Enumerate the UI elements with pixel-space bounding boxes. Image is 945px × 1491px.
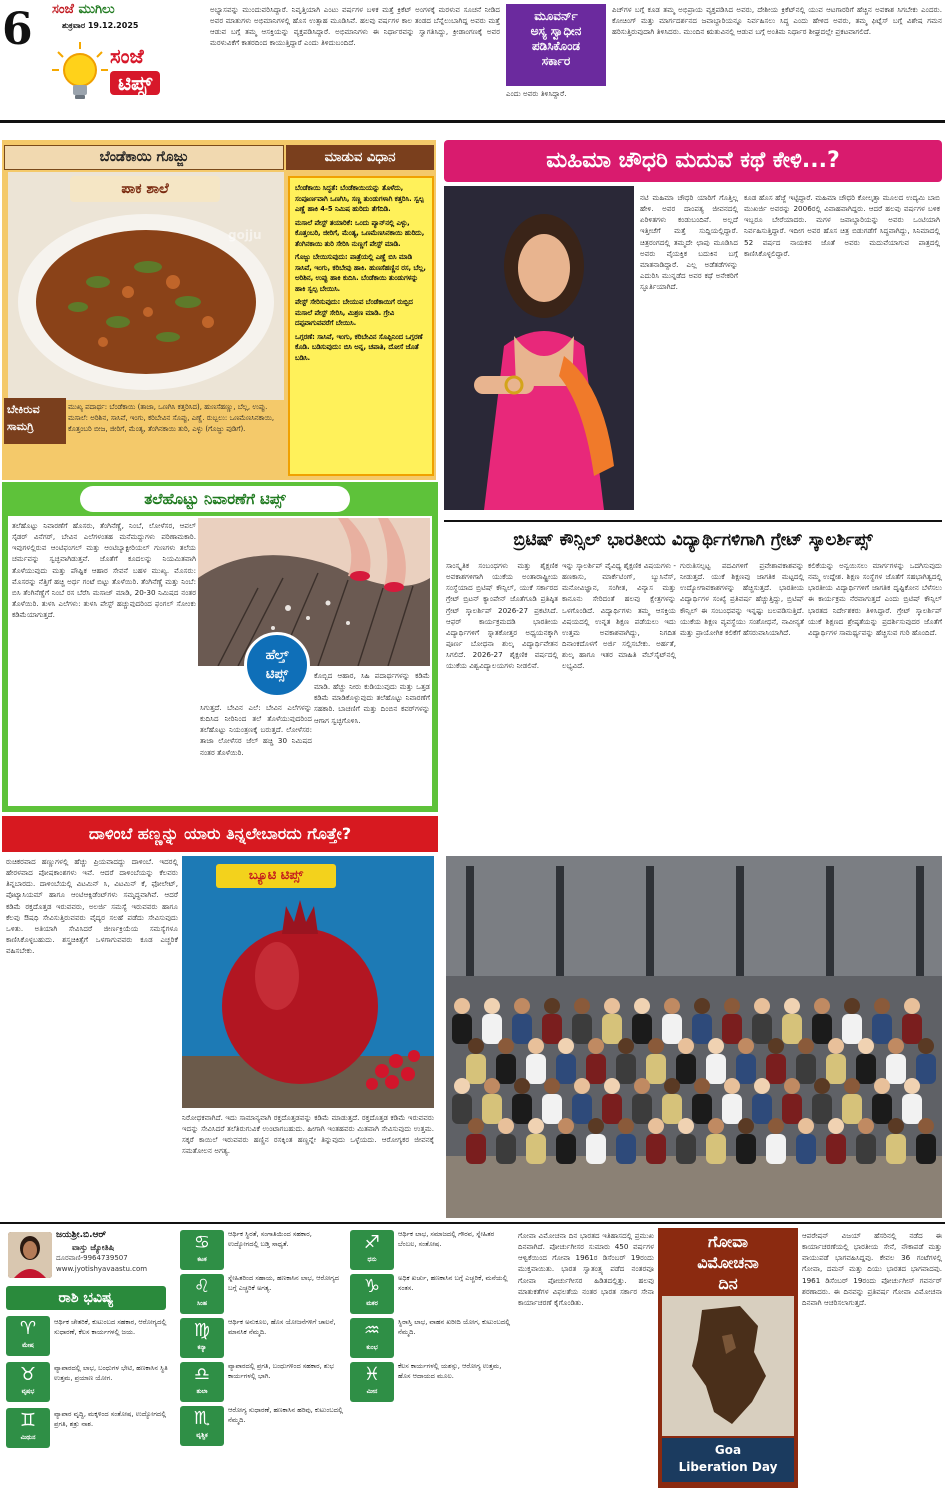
- crowd-person-head: [784, 998, 800, 1014]
- crowd-person-body: [766, 1054, 786, 1084]
- crowd-person-body: [586, 1134, 606, 1164]
- sign-name: ಮೀನ: [366, 1388, 378, 1395]
- goa-caption: [662, 1438, 794, 1482]
- scholarship-column-2: ಇನ್ನು ಸ್ಕಾಲರ್ಶಿಪ್ ವೈವಿಧ್ಯ ಶೈಕ್ಷಣಿಕ ವಿಷಯಗಳು - ಹಣಕಾಸು, ಮಾರ್ಕೆಟಿಂಗ್, ಬ್ಯುಸಿನೆಸ್, ಮನೋವಿಜ್ಞಾನ, ಸಂಗೀತ, ವಿನ್ಯಾಸ ಮತ್ತು ಕಾನೂನು ಸೇರಿದಂತೆ ಹಲವು ಕ್ಷೇತ್ರಗಳನ್ನು ಒಳಗೊಂಡಿದೆ. ವಿದ್ಯಾರ್ಥಿಗಳು ತಮ್ಮ ಆಸಕ್ತಿಯ ವಿಷಯದಲ್ಲಿ ಉನ್ನತ ಶಿಕ್ಷಣ ಪಡೆಯಲು ಇದು ಉತ್ತಮ ಅವಕಾಶವಾಗಿದ್ದು, ನಿಗದಿತ ದಿನಾಂಕದೊಳಗೆ ಅರ್ಜಿ ಸಲ್ಲಿಸಬೇಕು. ಅರ್ಹತೆ, ಶುಲ್ಕ ಹಾಗೂ ಇತರ ಮಾಹಿತಿ ವೆಬ್‌ಸೈಟ್‌ನಲ್ಲಿ ಲಭ್ಯವಿದೆ.: [562, 561, 676, 671]
- crowd-person-head: [858, 1038, 874, 1054]
- mahima-headline: ಮಹಿಮಾ ಚೌಧರಿ ಮದುವೆ ಕಥೆ ಕೇಳಿ...?: [444, 140, 942, 182]
- sign-glyph: ♊: [19, 1410, 37, 1431]
- sign-mithuna-text: ವ್ಯಾಪಾರ ವೃದ್ಧಿ, ಮಕ್ಕಳಿಂದ ಸಂತೋಷ, ಉದ್ಯೋಗದಲ್ಲಿ ಪ್ರಗತಿ, ಶತ್ರು ನಾಶ.: [54, 1410, 167, 1428]
- crowd-person-body: [796, 1054, 816, 1084]
- sign-name: ಮಿಥುನ: [20, 1434, 36, 1441]
- sign-glyph: ♍: [193, 1320, 211, 1341]
- sign-glyph: ♑: [363, 1276, 381, 1297]
- crowd-person-head: [738, 1038, 754, 1054]
- brand-part-a: ಸಂಜೆ: [52, 2, 74, 17]
- crowd-person-head: [634, 1078, 650, 1094]
- beauty-tips-tag: ಬ್ಯೂಟಿ ಟಿಪ್ಸ್: [216, 864, 336, 888]
- crowd-person-body: [706, 1134, 726, 1164]
- crowd-person-head: [768, 1038, 784, 1054]
- sign-name: ಕುಂಭ: [366, 1344, 378, 1351]
- crowd-person-body: [676, 1054, 696, 1084]
- crowd-person-head: [784, 1078, 800, 1094]
- crowd-person-body: [902, 1014, 922, 1044]
- crowd-person-head: [888, 1038, 904, 1054]
- masthead-brand: [52, 2, 202, 20]
- crowd-person-body: [736, 1134, 756, 1164]
- promo-line-4: ಸರ್ಕಾರ: [541, 54, 571, 68]
- ingredients-label-line2: ಸಾಮಗ್ರಿ: [7, 419, 34, 433]
- crowd-person-body: [542, 1094, 562, 1124]
- scholarship-column-3: ಗುರುತಿಸಲ್ಪಟ್ಟ ಪದವಿಗಳಿಗೆ ಪ್ರವೇಶಾವಕಾಶವನ್ನು ನೀಡುತ್ತದೆ. ಯುಕೆ ಶಿಕ್ಷಣವು ಜಾಗತಿಕ ಮಟ್ಟದಲ್ಲಿ ಉದ್ಯೋಗಾವಕಾಶಗಳನ್ನು ಹೆಚ್ಚಿಸುತ್ತದೆ. ಭಾರತೀಯ ವಿದ್ಯಾರ್ಥಿಗಳ ಸಂಖ್ಯೆ ಪ್ರತಿವರ್ಷ ಹೆಚ್ಚುತ್ತಿದ್ದು, ಬ್ರಿಟಿಷ್ ಕೌನ್ಸಿಲ್ ಈ ಸಂಬಂಧವನ್ನು ಇನ್ನಷ್ಟು ಬಲಪಡಿಸುತ್ತಿದೆ. ಯುಕೆಯ ಶಿಕ್ಷಣ ವ್ಯವಸ್ಥೆಯು ಸಂಶೋಧನೆ, ನಾವೀನ್ಯತೆ ಮತ್ತು ಪ್ರಾಯೋಗಿಕ ಕಲಿಕೆಗೆ ಹೆಸರುವಾಸಿಯಾಗಿದೆ.: [680, 561, 804, 637]
- astrologer-phone: ದೂರವಾಣಿ-9964739507: [56, 1254, 128, 1262]
- sign-kataka-icon: [180, 1230, 224, 1270]
- sign-name: ಮೇಷ: [22, 1342, 34, 1349]
- crowd-person-head: [814, 1078, 830, 1094]
- recipe-title: ಬೆಂಡೆಕಾಯಿ ಗೊಜ್ಜು: [4, 145, 284, 170]
- crowd-person-body: [706, 1054, 726, 1084]
- crowd-person-head: [514, 998, 530, 1014]
- crowd-person-head: [694, 1078, 710, 1094]
- goa-column-2: ಆಪರೇಷನ್ ವಿಜಯ್ ಹೆಸರಿನಲ್ಲಿ ನಡೆದ ಈ ಕಾರ್ಯಾಚರಣೆಯಲ್ಲಿ ಭಾರತೀಯ ಸೇನೆ, ನೌಕಾಪಡೆ ಮತ್ತು ವಾಯುಪಡೆ ಭಾಗವಹಿಸಿದ್ದವು. ಕೇವಲ 36 ಗಂಟೆಗಳಲ್ಲಿ ಗೋವಾ, ದಮನ್ ಮತ್ತು ದಿಯು ಭಾರತದ ಭಾಗವಾದವು. 1961 ಡಿಸೆಂಬರ್ 19ರಂದು ಪೋರ್ಚುಗೀಸ್ ಗವರ್ನರ್ ಶರಣಾದರು. ಈ ದಿನವನ್ನು ಪ್ರತಿವರ್ಷ ಗೋವಾ ವಿಮೋಚನಾ ದಿನವಾಗಿ ಆಚರಿಸಲಾಗುತ್ತದೆ.: [802, 1231, 942, 1307]
- crowd-person-head: [828, 1038, 844, 1054]
- crowd-person-head: [798, 1038, 814, 1054]
- crowd-person-body: [496, 1054, 516, 1084]
- hair-tips-headline: ತಲೆಹೊಟ್ಟು ನಿವಾರಣೆಗೆ ಟಿಪ್ಸ್: [80, 486, 350, 512]
- crowd-person-body: [556, 1134, 576, 1164]
- crowd-person-body: [766, 1134, 786, 1164]
- crowd-person-body: [452, 1014, 472, 1044]
- sign-glyph: ♌: [193, 1276, 211, 1297]
- crowd-person-head: [558, 1038, 574, 1054]
- sign-kumbha-icon: [350, 1318, 394, 1358]
- recipe-photo-caption: ಪಾಕ ಶಾಲೆ: [70, 176, 220, 202]
- sign-name: ವೃಶ್ಚಿಕ: [196, 1432, 208, 1439]
- crowd-person-body: [542, 1014, 562, 1044]
- crowd-person-body: [632, 1094, 652, 1124]
- crowd-person-body: [856, 1054, 876, 1084]
- recipe-step: ಒಗ್ಗರಣೆ: ಸಾಸಿವೆ, ಇಂಗು, ಕರಿಬೇವಿನ ಸೊಪ್ಪಿನಿಂದ ಒಗ್ಗರಣೆ ಕೊಡಿ. ಬಡಿಸುವುದು: ಬಿಸಿ ಅನ್ನ, ಚಪಾತಿ, ದೋಸೆ ಜೊತೆ ಬಡಿಸಿ.: [295, 332, 423, 362]
- recipe-method-label: ಮಾಡುವ ವಿಧಾನ: [286, 145, 434, 170]
- crowd-person-body: [916, 1054, 936, 1084]
- sign-mithuna-icon: [6, 1408, 50, 1448]
- crowd-person-head: [874, 998, 890, 1014]
- crowd-person-body: [856, 1134, 876, 1164]
- crowd-person-head: [468, 1038, 484, 1054]
- crowd-person-body: [646, 1054, 666, 1084]
- pomegranate-column-1: ರುಚಿಕರವಾದ ಹಣ್ಣುಗಳಲ್ಲಿ ಹೆಚ್ಚು ಪ್ರಿಯವಾದದ್ದು ದಾಳಿಂಬೆ. ಇದರಲ್ಲಿ ಹೇರಳವಾದ ಪೋಷಕಾಂಶಗಳು ಇವೆ. ಆದರೆ ದಾಳಿಂಬೆಯನ್ನು ಕೆಲವರು ತಿನ್ನಬಾರದು. ದಾಳಿಂಬೆಯಲ್ಲಿ ವಿಟಮಿನ್ ಸಿ, ವಿಟಮಿನ್ ಕೆ, ಫೋಲೇಟ್, ಪೊಟ್ಯಾಸಿಯಮ್ ಹಾಗೂ ಆಂಟಿಆಕ್ಸಿಡೆಂಟ್‌ಗಳು ಸಮೃದ್ಧವಾಗಿವೆ. ಆದರೆ ಕಡಿಮೆ ರಕ್ತದೊತ್ತಡ ಇರುವವರು, ಅಲರ್ಜಿ ಸಮಸ್ಯೆ ಇರುವವರು ಹಾಗೂ ಕೆಲವು ಔಷಧಿ ಸೇವಿಸುತ್ತಿರುವವರು ವೈದ್ಯರ ಸಲಹೆ ಪಡೆದು ಸೇವಿಸುವುದು ಒಳಿತು. ಅತಿಯಾಗಿ ಸೇವಿಸಿದರೆ ಜೀರ್ಣಕ್ರಿಯೆಯ ಸಮಸ್ಯೆಗಳೂ ಕಾಣಿಸಿಕೊಳ್ಳಬಹುದು. ಶಸ್ತ್ರಚಿಕಿತ್ಸೆಗೆ ಒಳಗಾಗುವವರು ಕೂಡ ಎಚ್ಚರಿಕೆ ವಹಿಸಬೇಕು.: [6, 857, 178, 956]
- sign-name: ಕಟಕ: [197, 1256, 207, 1263]
- crowd-person-head: [528, 1118, 544, 1134]
- crowd-person-body: [526, 1134, 546, 1164]
- crowd-person-body: [902, 1094, 922, 1124]
- sign-simha-icon: [180, 1274, 224, 1314]
- crowd-person-head: [798, 1118, 814, 1134]
- sign-kanya-text: ಆರ್ಥಿಕ ಅನುಕೂಲ, ಹೊಸ ಯೋಜನೆಗಳಿಗೆ ಚಾಲನೆ, ಮಾನಸಿಕ ನೆಮ್ಮದಿ.: [228, 1318, 336, 1336]
- recipe-step: ಪೇಸ್ಟ್ ಸೇರಿಸುವುದು: ಬೇಯುವ ಬೆಂಡೆಕಾಯಿಗೆ ರುಬ್ಬಿದ ಮಸಾಲೆ ಪೇಸ್ಟ್ ಸೇರಿಸಿ, ಮಿಶ್ರಣ ಮಾಡಿ. ಗ್ರೇವಿ ದಪ್ಪವಾಗುವವರೆಗೆ ಬೇಯಿಸಿ.: [295, 298, 413, 328]
- crowd-person-head: [484, 998, 500, 1014]
- sign-glyph: ♉: [19, 1364, 37, 1385]
- crowd-person-body: [602, 1014, 622, 1044]
- health-tips-badge: [244, 632, 310, 698]
- promo-box[interactable]: [506, 4, 606, 86]
- goa-map-image: [662, 1296, 794, 1436]
- crowd-person-body: [662, 1094, 682, 1124]
- top-story-column-1: ಅಭ್ಯಾಸವನ್ನು ಮುಂದುವರಿಸಿದ್ದಾರೆ. ನಿವೃತ್ತಿಯಾಗಿ ಎಂಟು ವರ್ಷಗಳ ಬಳಿಕ ಮತ್ತೆ ಕ್ರಿಕೆಟ್ ಅಂಗಳಕ್ಕೆ ಮರಳುವ ಸೂಚನೆ ನೀಡಿದ ಅವರ ಮಾತುಗಳು ಅಭಿಮಾನಿಗಳಲ್ಲಿ ಹೊಸ ಉತ್ಸಾಹ ಮೂಡಿಸಿವೆ. ಹಲವು ವರ್ಷಗಳ ಕಾಲ ತಂಡದ ಬೆನ್ನೆಲುಬಾಗಿದ್ದ ಅವರು ಮತ್ತೆ ಆಡುವ ಬಗ್ಗೆ ತಮ್ಮ ಆಸಕ್ತಿಯನ್ನು ವ್ಯಕ್ತಪಡಿಸಿದ್ದಾರೆ. ಅಭಿಮಾನಿಗಳು ಈ ನಿರ್ಧಾರವನ್ನು ಸ್ವಾಗತಿಸಿದ್ದು, ಕ್ರೀಡಾಂಗಣಕ್ಕೆ ಅವರ ಮರಳುವಿಕೆಗೆ ಕಾತರದಿಂದ ಕಾಯುತ್ತಿದ್ದಾರೆ ಎಂದು ತಿಳಿದುಬಂದಿದೆ.: [210, 5, 500, 48]
- crowd-person-head: [498, 1118, 514, 1134]
- crowd-person-head: [918, 1118, 934, 1134]
- goa-caption-line1: Goa: [714, 1443, 742, 1457]
- crowd-person-body: [616, 1054, 636, 1084]
- sign-vrishabha-text: ವ್ಯಾಪಾರದಲ್ಲಿ ಲಾಭ, ಬಂಧುಗಳ ಭೇಟಿ, ಹಣಕಾಸಿನ ಸ್ಥಿತಿ ಉತ್ತಮ, ಪ್ರಯಾಣ ಯೋಗ.: [54, 1364, 168, 1382]
- astrologer-title: ವಾಸ್ತು ಜ್ಯೋತಿಷಿ: [72, 1243, 115, 1252]
- sign-vrischika-icon: [180, 1406, 224, 1446]
- sign-glyph: ♒: [363, 1320, 381, 1341]
- recipe-step: ಗೊಜ್ಜು ಬೇಯಿಸುವುದು: ಪಾತ್ರೆಯಲ್ಲಿ ಎಣ್ಣೆ ಬಿಸಿ ಮಾಡಿ ಸಾಸಿವೆ, ಇಂಗು, ಕರಿಬೇವು ಹಾಕಿ. ಹುಣಸೆಹಣ್ಣಿನ ರಸ, ಬೆಲ್ಲ, ಅರಿಶಿನ, ಉಪ್ಪು ಹಾಕಿ ಕುದಿಸಿ. ಬೆಂಡೆಕಾಯಿ ತುಂಡುಗಳನ್ನು ಹಾಕಿ ಸ್ವಲ್ಪ ಬೇಯಿಸಿ.: [295, 253, 426, 293]
- crowd-person-body: [646, 1134, 666, 1164]
- crowd-person-body: [752, 1014, 772, 1044]
- crowd-person-body: [886, 1134, 906, 1164]
- crowd-person-head: [694, 998, 710, 1014]
- crowd-person-body: [796, 1134, 816, 1164]
- crowd-person-head: [754, 1078, 770, 1094]
- crowd-person-body: [886, 1054, 906, 1084]
- crowd-person-head: [618, 1118, 634, 1134]
- lightbulb-icon: [50, 40, 110, 104]
- crowd-person-body: [692, 1014, 712, 1044]
- crowd-person-body: [872, 1094, 892, 1124]
- crowd-person-body: [916, 1134, 936, 1164]
- page-number: 6: [2, 4, 33, 55]
- crowd-person-head: [544, 998, 560, 1014]
- recipe-step: ಮಸಾಲೆ ಪೇಸ್ಟ್ ತಯಾರಿಕೆ: ಒಂದು ಪ್ಯಾನ್‌ನಲ್ಲಿ ಎಳ್ಳು, ಕೊತ್ತಂಬರಿ, ಜೀರಿಗೆ, ಮೆಂತ್ಯ, ಒಣಮೆಣಸಿನಕಾಯಿ ಹುರಿದು, ತೆಂಗಿನಕಾಯಿ ತುರಿ ಸೇರಿಸಿ ನುಣ್ಣಗೆ ಪೇಸ್ಟ್ ಮಾಡಿ.: [295, 218, 425, 248]
- hair-photo: [198, 518, 430, 666]
- section-title-line2: ಟಿಪ್ಸ್: [110, 71, 160, 95]
- crowd-person-head: [888, 1118, 904, 1134]
- crowd-person-body: [782, 1014, 802, 1044]
- section-title: [110, 44, 210, 104]
- crowd-person-head: [724, 1078, 740, 1094]
- goa-title-line2: ವಿಮೋಚನಾ: [697, 1252, 759, 1272]
- astrologer-photo: [8, 1232, 52, 1278]
- crowd-person-head: [814, 998, 830, 1014]
- crowd-person-body: [826, 1134, 846, 1164]
- crowd-person-body: [482, 1014, 502, 1044]
- hair-tips-column-2: ಕೊಬ್ಬಿದ ಆಹಾರ, ಸಿಹಿ ಪದಾರ್ಥಗಳನ್ನು ಕಡಿಮೆ ಮಾಡಿ. ಹೆಚ್ಚು ನೀರು ಕುಡಿಯುವುದು ಮತ್ತು ಒತ್ತಡ ಕಡಿಮೆ ಮಾಡಿಕೊಳ್ಳುವುದು ತಲೆಹೊಟ್ಟು ನಿವಾರಣೆಗೆ ಸಹಕಾರಿ. ಬಾಚಣಿಗೆ ಮತ್ತು ದಿಂಬಿನ ಕವರ್‌ಗಳನ್ನು ಆಗಾಗ ಸ್ವಚ್ಛಗೊಳಿಸಿ.: [314, 671, 430, 725]
- scholarship-column-4: ಕಲಿಕೆಯನ್ನು ಅನ್ವಯಿಸಲು ಮಾರ್ಗಗಳನ್ನು ಒದಗಿಸುವುದು ನಮ್ಮ ಉದ್ದೇಶ. ಶಿಕ್ಷಣ ಸಂಸ್ಥೆಗಳ ಜೊತೆಗೆ ಸಹಭಾಗಿತ್ವದಲ್ಲಿ ಭಾರತೀಯ ವಿದ್ಯಾರ್ಥಿಗಳಿಗೆ ಜಾಗತಿಕ ದೃಷ್ಟಿಕೋನ ಬೆಳೆಸಲು ಈ ಕಾರ್ಯಕ್ರಮ ನೆರವಾಗುತ್ತದೆ ಎಂದು ಬ್ರಿಟಿಷ್ ಕೌನ್ಸಿಲ್ ಭಾರತದ ನಿರ್ದೇಶಕರು ತಿಳಿಸಿದ್ದಾರೆ. ಗ್ರೇಟ್ ಸ್ಕಾಲರ್ಶಿಪ್ ಯುಕೆ ಶಿಕ್ಷಣದ ಶ್ರೇಷ್ಠತೆಯನ್ನು ಪ್ರದರ್ಶಿಸುವುದರ ಜೊತೆಗೆ ವಿದ್ಯಾರ್ಥಿಗಳ ಸಾಮರ್ಥ್ಯವನ್ನು ಹೆಚ್ಚಿಸುವ ಗುರಿ ಹೊಂದಿದೆ.: [808, 561, 942, 637]
- crowd-person-head: [708, 1118, 724, 1134]
- crowd-person-head: [708, 1038, 724, 1054]
- sign-name: ವೃಷಭ: [21, 1388, 35, 1395]
- sign-glyph: ♋: [193, 1232, 211, 1253]
- mahima-photo: [444, 186, 634, 510]
- crowd-person-body: [512, 1094, 532, 1124]
- crowd-person-body: [556, 1054, 576, 1084]
- sign-glyph: ♐: [363, 1232, 381, 1253]
- crowd-person-head: [604, 998, 620, 1014]
- sign-dhanu-text: ಆರ್ಥಿಕ ಲಾಭ, ಸಮಾಜದಲ್ಲಿ ಗೌರವ, ಸ್ನೇಹಿತರ ಬೆಂಬಲ, ಸಂತೋಷ.: [398, 1230, 495, 1248]
- recipe-step: ಬೆಂಡೆಕಾಯಿ ಸಿದ್ಧತೆ: ಬೆಂಡೆಕಾಯಿಯನ್ನು ತೊಳೆದು, ಸಂಪೂರ್ಣವಾಗಿ ಒಣಗಿಸಿ, ಸಣ್ಣ ತುಂಡುಗಳಾಗಿ ಕತ್ತರಿಸಿ. ಸ್ವಲ್ಪ ಎಣ್ಣೆ ಹಾಕಿ 4-5 ನಿಮಿಷ ಹುರಿದು ತೆಗೆದಿಡಿ.: [295, 184, 424, 214]
- hair-tips-column-1: ತಲೆಹೊಟ್ಟು ನಿವಾರಣೆಗೆ ಹೊಸರು, ತೆಂಗಿನೆಣ್ಣೆ, ನಿಂಬೆ, ಲೋಳೆಸರ, ಆಪಲ್ ಸೈಡರ್ ವಿನೆಗರ್, ಬೇವಿನ ಎಲೆಗಳಂತಹ ಮನೆಮದ್ದುಗಳು ಪರಿಣಾಮಕಾರಿ. ಇವುಗಳಲ್ಲಿರುವ ಆಂಟಿಫಂಗಲ್ ಮತ್ತು ಆಂಟಿಬ್ಯಾಕ್ಟೀರಿಯಲ್ ಗುಣಗಳು ತಲೆಯ ಚರ್ಮವನ್ನು ಸ್ವಚ್ಛವಾಗಿಡುತ್ತವೆ. ಜೊತೆಗೆ ಕೂದಲನ್ನು ನಿಯಮಿತವಾಗಿ ತೊಳೆಯುವುದು ಮತ್ತು ಪೌಷ್ಟಿಕ ಆಹಾರ ಸೇವನೆ ಬಹಳ ಮುಖ್ಯ. ಮೊಸರು: ಮೊಸರನ್ನು ನೆತ್ತಿಗೆ ಹಚ್ಚಿ ಅರ್ಧ ಗಂಟೆ ಬಿಟ್ಟು ತೊಳೆಯಿರಿ. ತೆಂಗಿನೆಣ್ಣೆ ಮತ್ತು ನಿಂಬೆ: ಬಿಸಿ ತೆಂಗಿನೆಣ್ಣೆಗೆ ನಿಂಬೆ ರಸ ಬೆರೆಸಿ ಮಸಾಜ್ ಮಾಡಿ, 20-30 ನಿಮಿಷದ ನಂತರ ತೊಳೆಯಿರಿ. ತುಳಸಿ ಎಲೆಗಳು: ತುಳಸಿ ಪೇಸ್ಟ್ ಹಚ್ಚುವುದರಿಂದ ಫಂಗಲ್ ಸೋಂಕು ಕಡಿಮೆಯಾಗುತ್ತದೆ.: [12, 521, 196, 620]
- crowd-person-head: [648, 1038, 664, 1054]
- sign-vrishabha-icon: [6, 1362, 50, 1402]
- crowd-person-body: [812, 1014, 832, 1044]
- sign-kanya-icon: [180, 1318, 224, 1358]
- sign-kumbha-text: ಸ್ಥಿರಾಸ್ತಿ ಲಾಭ, ವಾಹನ ಖರೀದಿ ಯೋಗ, ಕುಟುಂಬದಲ್ಲಿ ನೆಮ್ಮದಿ.: [398, 1318, 511, 1336]
- crowd-person-body: [586, 1054, 606, 1084]
- crowd-person-head: [618, 1038, 634, 1054]
- crowd-person-body: [722, 1094, 742, 1124]
- sign-tula-text: ವ್ಯಾಪಾರದಲ್ಲಿ ಪ್ರಗತಿ, ಬಂಧುಗಳಿಂದ ಸಹಕಾರ, ಶುಭ ಕಾರ್ಯಗಳಲ್ಲಿ ಭಾಗಿ.: [228, 1362, 335, 1380]
- crowd-person-head: [844, 998, 860, 1014]
- sign-kataka-text: ಆರ್ಥಿಕ ಸ್ಥಿರತೆ, ಸಂಗಾತಿಯಿಂದ ಸಹಕಾರ, ಉದ್ಯೋಗದಲ್ಲಿ ಬಡ್ತಿ ಸಾಧ್ಯತೆ.: [228, 1230, 312, 1248]
- crowd-person-body: [872, 1014, 892, 1044]
- recipe-ingredients: ಮುಖ್ಯ ಪದಾರ್ಥ: ಬೆಂಡೆಕಾಯಿ (ತಾಜಾ, ಒಣಗಿಸಿ ಕತ್ತರಿಸಿದ), ಹುಣಸೆಹಣ್ಣು, ಬೆಲ್ಲ, ಉಪ್ಪು. ಮಸಾಲೆ: ಅರಿಶಿನ, ಸಾಸಿವೆ, ಇಂಗು, ಕರಿಬೇವಿನ ಸೊಪ್ಪು, ಎಣ್ಣೆ. ರುಬ್ಬಲು: ಒಣಮೆಣಸಿನಕಾಯಿ, ಕೊತ್ತಂಬರಿ ಬೀಜ, ಜೀರಿಗೆ, ಮೆಂತ್ಯ, ತೆಂಗಿನಕಾಯಿ ತುರಿ, ಎಳ್ಳು (ಗೊಜ್ಜು ಪುಡಿಗೆ).: [68, 403, 275, 433]
- crowd-person-body: [662, 1014, 682, 1044]
- ingredients-label-line1: ಬೇಕಿರುವ: [7, 403, 40, 416]
- crowd-person-head: [528, 1038, 544, 1054]
- top-story-column-2: ಎಂದು ಅವರು ತಿಳಿಸಿದ್ದಾರೆ.: [506, 89, 567, 98]
- sign-makara-icon: [350, 1274, 394, 1314]
- crowd-person-head: [514, 1078, 530, 1094]
- crowd-person-body: [466, 1054, 486, 1084]
- crowd-person-body: [466, 1134, 486, 1164]
- crowd-person-body: [602, 1094, 622, 1124]
- crowd-person-body: [782, 1094, 802, 1124]
- sign-name: ಮಕರ: [366, 1300, 378, 1307]
- sign-simha-text: ಸ್ನೇಹಿತರಿಂದ ಸಹಾಯ, ಹಣಕಾಸಿನ ಲಾಭ, ಆರೋಗ್ಯದ ಬಗ್ಗೆ ಎಚ್ಚರಿಕೆ ಅಗತ್ಯ.: [228, 1274, 340, 1292]
- goa-column-1: ಗೋವಾ ವಿಮೋಚನಾ ದಿನ ಭಾರತದ ಇತಿಹಾಸದಲ್ಲಿ ಪ್ರಮುಖ ದಿನವಾಗಿದೆ. ಪೋರ್ಚುಗೀಸರ ಸುಮಾರು 450 ವರ್ಷಗಳ ಆಳ್ವಿಕೆಯಿಂದ ಗೋವಾ 1961ರ ಡಿಸೆಂಬರ್ 19ರಂದು ಮುಕ್ತವಾಯಿತು. ಭಾರತ ಸ್ವಾತಂತ್ರ್ಯ ಪಡೆದ ನಂತರವೂ ಗೋವಾ ಪೋರ್ಚುಗೀಸರ ಹಿಡಿತದಲ್ಲಿತ್ತು. ಹಲವು ಮಾತುಕತೆಗಳ ವಿಫಲತೆಯ ನಂತರ ಭಾರತ ಸರ್ಕಾರ ಸೇನಾ ಕಾರ್ಯಾಚರಣೆ ಕೈಗೊಂಡಿತು.: [518, 1231, 654, 1307]
- ingredients-label: [4, 398, 66, 444]
- sign-glyph: ♓: [363, 1364, 381, 1385]
- crowd-person-head: [634, 998, 650, 1014]
- crowd-person-head: [648, 1118, 664, 1134]
- recipe-photo: [8, 172, 284, 400]
- sign-dhanu-icon: [350, 1230, 394, 1270]
- crowd-person-body: [842, 1014, 862, 1044]
- mahima-column-2: ಕೂಡ ಹೊಸ ಹೆಜ್ಜೆ ಇಟ್ಟಿದ್ದಾರೆ. ಮಹಿಮಾ ಚೌಧರಿ ಕೋಲ್ಕತ್ತಾ ಮೂಲದ ಉದ್ಯಮಿ ಬಾಬಿ ಮುಖರ್ಜಿ ಅವರನ್ನು 2006ರಲ್ಲಿ ವಿವಾಹವಾಗಿದ್ದರು. ಆದರೆ ಹಲವು ವರ್ಷಗಳ ಬಳಿಕ ಇಬ್ಬರೂ ಬೇರೆಯಾದರು. ಮಗಳ ಜವಾಬ್ದಾರಿಯನ್ನು ಅವರು ಒಂಟಿಯಾಗಿ ನಿರ್ವಹಿಸುತ್ತಿದ್ದಾರೆ. ಇದೀಗ ಅವರ ಹೊಸ ಚಿತ್ರ ಬಿಡುಗಡೆಗೆ ಸಿದ್ಧವಾಗಿದ್ದು, ಸಿನಿಮಾದಲ್ಲಿ 52 ವರ್ಷದ ನಾಯಕನ ಜೊತೆ ಅವರು ಮದುವೆಯಾಗುವ ಪಾತ್ರದಲ್ಲಿ ಕಾಣಿಸಿಕೊಳ್ಳಲಿದ್ದಾರೆ.: [744, 193, 940, 258]
- crowd-person-body: [842, 1094, 862, 1124]
- crowd-person-head: [574, 998, 590, 1014]
- crowd-person-body: [736, 1054, 756, 1084]
- mahima-column-1: ನಟಿ ಮಹಿಮಾ ಚೌಧರಿ ಯಾರಿಗೆ ಗೊತ್ತಿಲ್ಲ ಹೇಳಿ. ಅವರ ದಾಂಪತ್ಯ ಜೀವನದಲ್ಲಿ ಏರಿಳಿತಗಳು ಕಂಡುಬಂದಿವೆ. ಅಲ್ಲದೆ ಇತ್ತೀಚೆಗೆ ಮತ್ತೆ ಸುದ್ದಿಯಲ್ಲಿದ್ದಾರೆ. ಚಿತ್ರರಂಗದಲ್ಲಿ ತಮ್ಮದೇ ಛಾಪು ಮೂಡಿಸಿದ ಅವರು ವೈಯಕ್ತಿಕ ಬದುಕಿನ ಬಗ್ಗೆ ಮಾತನಾಡಿದ್ದಾರೆ. ಎಲ್ಲ ಅಡೆತಡೆಗಳನ್ನು ಎದುರಿಸಿ ಮುನ್ನಡೆದ ಅವರ ಕಥೆ ಅನೇಕರಿಗೆ ಸ್ಫೂರ್ತಿಯಾಗಿದೆ.: [640, 193, 738, 292]
- crowd-person-body: [632, 1014, 652, 1044]
- sign-glyph: ♈: [19, 1318, 37, 1339]
- crowd-person-head: [678, 1118, 694, 1134]
- astrologer-website[interactable]: www.jyotishyavaastu.com: [56, 1265, 148, 1273]
- health-badge-line1: ಹೆಲ್ತ್: [265, 648, 289, 663]
- crowd-person-head: [588, 1038, 604, 1054]
- crowd-person-head: [754, 998, 770, 1014]
- sign-vrischika-text: ಆರೋಗ್ಯ ಸುಧಾರಣೆ, ಹಣಕಾಸಿನ ಹರಿವು, ಕುಟುಂಬದಲ್ಲಿ ನೆಮ್ಮದಿ.: [228, 1406, 343, 1424]
- crowd-person-head: [904, 998, 920, 1014]
- crowd-person-head: [724, 998, 740, 1014]
- brand-part-b: ಮುಗಿಲು: [78, 2, 115, 17]
- crowd-person-head: [678, 1038, 694, 1054]
- dateline: ಶುಕ್ರವಾರ 19.12.2025: [62, 21, 139, 30]
- crowd-person-head: [558, 1118, 574, 1134]
- sign-mesha-icon: [6, 1316, 50, 1356]
- sign-name: ಸಿಂಹ: [196, 1300, 207, 1307]
- astrologer-name: ಜಯಶ್ರೀ.ಬಿ.ಆರ್: [56, 1230, 107, 1240]
- crowd-person-body: [752, 1094, 772, 1124]
- scholarship-group-photo: [446, 856, 942, 1218]
- goa-caption-line2: Liberation Day: [678, 1459, 778, 1474]
- goa-title-line1: ಗೋವಾ: [707, 1232, 749, 1251]
- crowd-person-head: [544, 1078, 560, 1094]
- crowd-person-body: [452, 1094, 472, 1124]
- crowd-person-head: [604, 1078, 620, 1094]
- crowd-person-head: [484, 1078, 500, 1094]
- recipe-steps: [288, 176, 434, 476]
- sign-meena-text: ಕೆಲಸ ಕಾರ್ಯಗಳಲ್ಲಿ ಯಶಸ್ಸು, ಆರೋಗ್ಯ ಉತ್ತಮ, ಹೊಸ ಆದಾಯದ ಮೂಲ.: [398, 1362, 502, 1380]
- crowd-person-head: [664, 998, 680, 1014]
- goa-title-line3: ದಿನ: [718, 1273, 738, 1293]
- sign-glyph: ♏: [193, 1408, 211, 1429]
- header-divider: [0, 120, 945, 123]
- promo-line-2: ಅಸ್ಯ ಸ್ವಾಧೀನ: [530, 24, 582, 38]
- sign-name: ಕನ್ಯಾ: [197, 1344, 207, 1351]
- crowd-person-head: [844, 1078, 860, 1094]
- crowd-person-body: [692, 1094, 712, 1124]
- bottom-divider: [0, 1222, 945, 1224]
- crowd-person-body: [676, 1134, 696, 1164]
- crowd-person-body: [826, 1054, 846, 1084]
- crowd-person-head: [904, 1078, 920, 1094]
- crowd-person-head: [858, 1118, 874, 1134]
- pomegranate-photo: [182, 856, 434, 1108]
- hair-tips-column-3: ಸಿಗುತ್ತದೆ. ಬೇವಿನ ಎಲೆ: ಬೇವಿನ ಎಲೆಗಳನ್ನು ಕುದಿಸಿದ ನೀರಿನಿಂದ ತಲೆ ತೊಳೆಯುವುದರಿಂದ ತಲೆಹೊಟ್ಟು ನಿಯಂತ್ರಣಕ್ಕೆ ಬರುತ್ತದೆ. ಲೋಳೆಸರ: ತಾಜಾ ಲೋಳೆಸರ ಜೆಲ್ ಹಚ್ಚಿ 30 ನಿಮಿಷದ ನಂತರ ತೊಳೆಯಿರಿ.: [200, 703, 312, 757]
- crowd-person-body: [512, 1014, 532, 1044]
- crowd-person-head: [828, 1118, 844, 1134]
- promo-line-1: ಮೂವರ್ನ್: [534, 9, 578, 23]
- crowd-person-body: [496, 1134, 516, 1164]
- sign-makara-text: ಅಧಿಕ ಖರ್ಚು, ಹಣಕಾಸಿನ ಬಗ್ಗೆ ಎಚ್ಚರಿಕೆ, ಮನೆಯಲ್ಲಿ ಸಂತಸ.: [398, 1274, 508, 1292]
- top-story-column-3: ಪಿಚ್‌ಗಳ ಬಗ್ಗೆ ಕೂಡ ತಮ್ಮ ಅಭಿಪ್ರಾಯ ವ್ಯಕ್ತಪಡಿಸಿದ ಅವರು, ದೇಶೀಯ ಕ್ರಿಕೆಟ್‌ನಲ್ಲಿ ಯುವ ಆಟಗಾರರಿಗೆ ಹೆಚ್ಚಿನ ಅವಕಾಶ ಸಿಗಬೇಕು ಎಂದರು. ಕೋಚಿಂಗ್ ಮತ್ತು ಮಾರ್ಗದರ್ಶನದ ಜವಾಬ್ದಾರಿಯನ್ನೂ ನಿರ್ವಹಿಸಲು ಸಿದ್ಧ ಎಂದು ಹೇಳಿದ ಅವರು, ತಮ್ಮ ಫಿಟ್ನೆಸ್ ಬಗ್ಗೆ ವಿಶೇಷ ಗಮನ ಹರಿಸುತ್ತಿರುವುದಾಗಿ ತಿಳಿಸಿದರು. ಮುಂದಿನ ಋತುವಿನಲ್ಲಿ ಆಡುವ ಬಗ್ಗೆ ಅಂತಿಮ ನಿರ್ಧಾರ ಶೀಘ್ರದಲ್ಲೇ ಪ್ರಕಟವಾಗಲಿದೆ.: [612, 5, 942, 37]
- goa-title: [662, 1232, 794, 1294]
- section-title-line1: ಸಂಜೆ: [110, 44, 144, 68]
- crowd-person-head: [768, 1118, 784, 1134]
- recipe-photo-word: gojju: [228, 228, 262, 242]
- crowd-person-body: [572, 1014, 592, 1044]
- crowd-person-body: [722, 1014, 742, 1044]
- crowd-person-head: [574, 1078, 590, 1094]
- sign-mesha-text: ಆರ್ಥಿಕ ಚೇತರಿಕೆ, ಕುಟುಂಬದ ಸಹಕಾರ, ಆರೋಗ್ಯದಲ್ಲಿ ಸುಧಾರಣೆ, ಕೆಲಸ ಕಾರ್ಯಗಳಲ್ಲಿ ಜಯ.: [54, 1318, 167, 1336]
- crowd-person-head: [454, 1078, 470, 1094]
- crowd-person-body: [812, 1094, 832, 1124]
- sign-tula-icon: [180, 1362, 224, 1402]
- crowd-person-head: [874, 1078, 890, 1094]
- crowd-person-body: [616, 1134, 636, 1164]
- scholarship-headline: ಬ್ರಿಟಿಷ್ ಕೌನ್ಸಿಲ್ ಭಾರತೀಯ ವಿದ್ಯಾರ್ಥಿಗಳಿಗಾಗಿ ಗ್ರೇಟ್ ಸ್ಕಾಲರ್ಶಿಪ್ಸ್: [444, 520, 942, 556]
- pomegranate-column-2: ನಿರೋಧಕವಾಗಿದೆ. ಇದು ಸಾಮಾನ್ಯವಾಗಿ ರಕ್ತದೊತ್ತಡವನ್ನು ಕಡಿಮೆ ಮಾಡುತ್ತದೆ. ರಕ್ತದೊತ್ತಡ ಕಡಿಮೆ ಇರುವವರು ಇದನ್ನು ಸೇವಿಸಿದರೆ ತಲೆತಿರುಗುವಿಕೆ ಉಂಟಾಗಬಹುದು. ಹೀಗಾಗಿ ಇಂತಹವರು ಮಿತವಾಗಿ ಸೇವಿಸುವುದು ಉತ್ತಮ. ಸಕ್ಕರೆ ಕಾಯಿಲೆ ಇರುವವರು ಹಣ್ಣಿನ ರಸಕ್ಕಿಂತ ಹಣ್ಣನ್ನೇ ತಿನ್ನುವುದು ಒಳ್ಳೆಯದು. ಆರೋಗ್ಯಕರ ಜೀವನಕ್ಕೆ ಸಮತೋಲನ ಅಗತ್ಯ.: [182, 1113, 434, 1156]
- crowd-person-head: [454, 998, 470, 1014]
- health-badge-line2: ಟಿಪ್ಸ್: [265, 666, 289, 682]
- crowd-person-head: [588, 1118, 604, 1134]
- sign-name: ತುಲಾ: [196, 1388, 208, 1395]
- promo-line-3: ಪಡಿಸಿಕೊಂಡ: [531, 39, 581, 53]
- crowd-person-body: [572, 1094, 592, 1124]
- crowd-person-head: [664, 1078, 680, 1094]
- scholarship-column-1: ಸಾಂಸ್ಕೃತಿಕ ಸಂಬಂಧಗಳು ಮತ್ತು ಶೈಕ್ಷಣಿಕ ಅವಕಾಶಗಳಿಗಾಗಿ ಯುಕೆಯ ಅಂತಾರಾಷ್ಟ್ರೀಯ ಸಂಸ್ಥೆಯಾದ ಬ್ರಿಟಿಷ್ ಕೌನ್ಸಿಲ್, ಯುಕೆ ಸರ್ಕಾರದ ಗ್ರೇಟ್ ಬ್ರಿಟನ್ ಕ್ಯಾಂಪೇನ್ ಜೊತೆಗೂಡಿ ಪ್ರತಿಷ್ಠಿತ ಗ್ರೇಟ್ ಸ್ಕಾಲರ್ಶಿಪ್ 2026-27 ಪ್ರಕಟಿಸಿದೆ. ಆಫರ್ ಕಾರ್ಯಕ್ರಮದಡಿ ಭಾರತೀಯ ವಿದ್ಯಾರ್ಥಿಗಳಿಗೆ ಸ್ನಾತಕೋತ್ತರ ಅಧ್ಯಯನಕ್ಕಾಗಿ ಪೂರ್ಣ ಬೋಧನಾ ಶುಲ್ಕ ವಿದ್ಯಾರ್ಥಿವೇತನ ಸಿಗಲಿದೆ. 2026-27 ಶೈಕ್ಷಣಿಕ ವರ್ಷದಲ್ಲಿ ಯುಕೆಯ ವಿಶ್ವವಿದ್ಯಾಲಯಗಳು ನೀಡಲಿವೆ.: [446, 561, 558, 671]
- crowd-person-head: [498, 1038, 514, 1054]
- sign-meena-icon: [350, 1362, 394, 1402]
- sign-glyph: ♎: [193, 1364, 211, 1385]
- crowd-person-head: [738, 1118, 754, 1134]
- crowd-person-body: [526, 1054, 546, 1084]
- horoscope-title: ರಾಶಿ ಭವಿಷ್ಯ: [6, 1286, 166, 1310]
- crowd-person-head: [468, 1118, 484, 1134]
- pomegranate-headline: ದಾಳಿಂಬೆ ಹಣ್ಣನ್ನು ಯಾರು ತಿನ್ನಲೇಬಾರದು ಗೊತ್ತೇ?: [2, 816, 438, 852]
- crowd-person-body: [482, 1094, 502, 1124]
- crowd-person-head: [918, 1038, 934, 1054]
- sign-name: ಧನು: [367, 1256, 377, 1263]
